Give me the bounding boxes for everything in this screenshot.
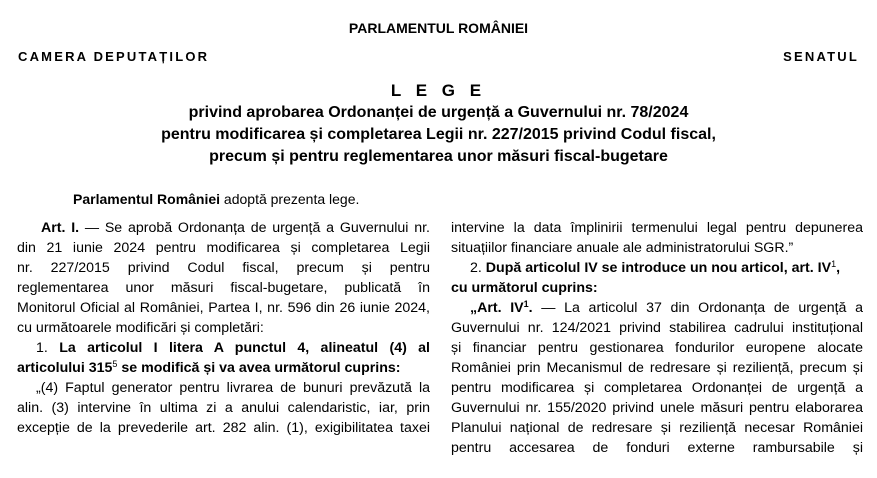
senate-heading: SENATUL	[783, 49, 859, 64]
paragraph-line: pentru accesarea de fonduri externe rambursabile și	[451, 440, 863, 456]
article-4-1-line	[451, 298, 863, 318]
point-1-superscript: 5	[112, 359, 118, 369]
point-1-number: 1.	[36, 340, 60, 356]
point-1-line-2	[17, 358, 430, 378]
article-1-label: Art. I.	[41, 220, 80, 236]
point-2-text: După articolul IV se introduce un nou articol, art. IV	[485, 260, 832, 276]
point-1-article: articolului 315	[17, 360, 113, 376]
quote-line: excepție de la prevederile art. 282 alin. (1), exigibilitatea taxei	[17, 420, 430, 436]
parliament-heading: PARLAMENTUL ROMÂNIEI	[348, 20, 529, 36]
paragraph-line: din 21 iunie 2024 pentru modificarea și completarea Legii	[17, 240, 430, 256]
paragraph-line: Planului național de redresare și reziliență necesar României	[451, 420, 863, 436]
adoption-statement	[73, 191, 359, 207]
point-1-text: La articolul I litera A punctul 4, alineatul (4) al	[59, 340, 430, 356]
paragraph-line: Guvernului nr. 155/2020 privind unele măsuri pentru elaborarea	[451, 400, 863, 416]
point-1-text-2: se modifică și va avea următorul cuprins:	[117, 360, 401, 376]
paragraph-line: cu următoarele modificări și completări:	[17, 320, 264, 336]
law-title-line-1: privind aprobarea Ordonanței de urgență a Guvernului nr. 78/2024	[188, 104, 689, 121]
left-column	[17, 218, 430, 438]
adoption-subject: Parlamentul României	[73, 191, 221, 207]
chamber-deputies-heading: CAMERA DEPUTAȚILOR	[18, 49, 210, 64]
paragraph-line: și financiar pentru gestionarea fondurilor europene alocate	[451, 340, 863, 356]
adoption-text: adoptă prezenta lege.	[220, 191, 360, 207]
law-heading: L E G E	[390, 81, 487, 100]
right-column	[451, 218, 863, 458]
article-1-text: — Se aprobă Ordonanța de urgență a Guvernului nr.	[84, 220, 430, 236]
paragraph-line: intervine la data împlinirii termenului legal pentru depunerea	[451, 220, 863, 236]
paragraph-line: situațiilor financiare anuale ale administratorului SGR.”	[451, 240, 794, 256]
paragraph-line: Monitorul Oficial al României, Partea I, nr. 596 din 26 iunie 2024,	[17, 300, 430, 316]
paragraph-line: României prin Mecanismul de redresare și reziliență, precum și	[451, 360, 863, 376]
quote-line: „(4) Faptul generator pentru livrarea de bunuri prevăzută la	[36, 380, 430, 396]
paragraph-line: reglementarea unor măsuri fiscal-bugetare, publicată în	[17, 280, 430, 296]
point-2-line-2	[451, 278, 863, 298]
article-4-1-label: „Art. $IV^1$.	[470, 299, 533, 316]
paragraph-line: Guvernului nr. 124/2021 privind stabilirea cadrului instituțional	[451, 320, 863, 336]
paragraph-line: nr. 227/2015 privind Codul fiscal, precum și pentru	[17, 260, 430, 276]
point-2-line	[451, 258, 863, 278]
paragraph-line: pentru modificarea și completarea Ordonanței de urgență a	[451, 380, 863, 396]
point-2-superscript: 1	[831, 259, 837, 269]
article-4-1-text: — La articolul 37 din Ordonanța de urgență a	[532, 300, 863, 316]
point-2-number: 2.	[470, 260, 486, 276]
law-title-line-3: precum și pentru reglementarea unor măsuri fiscal-bugetare	[209, 148, 668, 165]
point-1-line	[17, 338, 430, 358]
article-1-line	[17, 218, 430, 238]
point-2-comma: ,	[836, 260, 841, 276]
point-2-text-2: cu următorul cuprins:	[451, 280, 598, 296]
quote-line: alin. (3) intervine în ultima zi a anului calendaristic, iar, prin	[17, 400, 430, 416]
law-title-line-2: pentru modificarea și completarea Legii nr. 227/2015 privind Codul fiscal,	[161, 126, 716, 143]
